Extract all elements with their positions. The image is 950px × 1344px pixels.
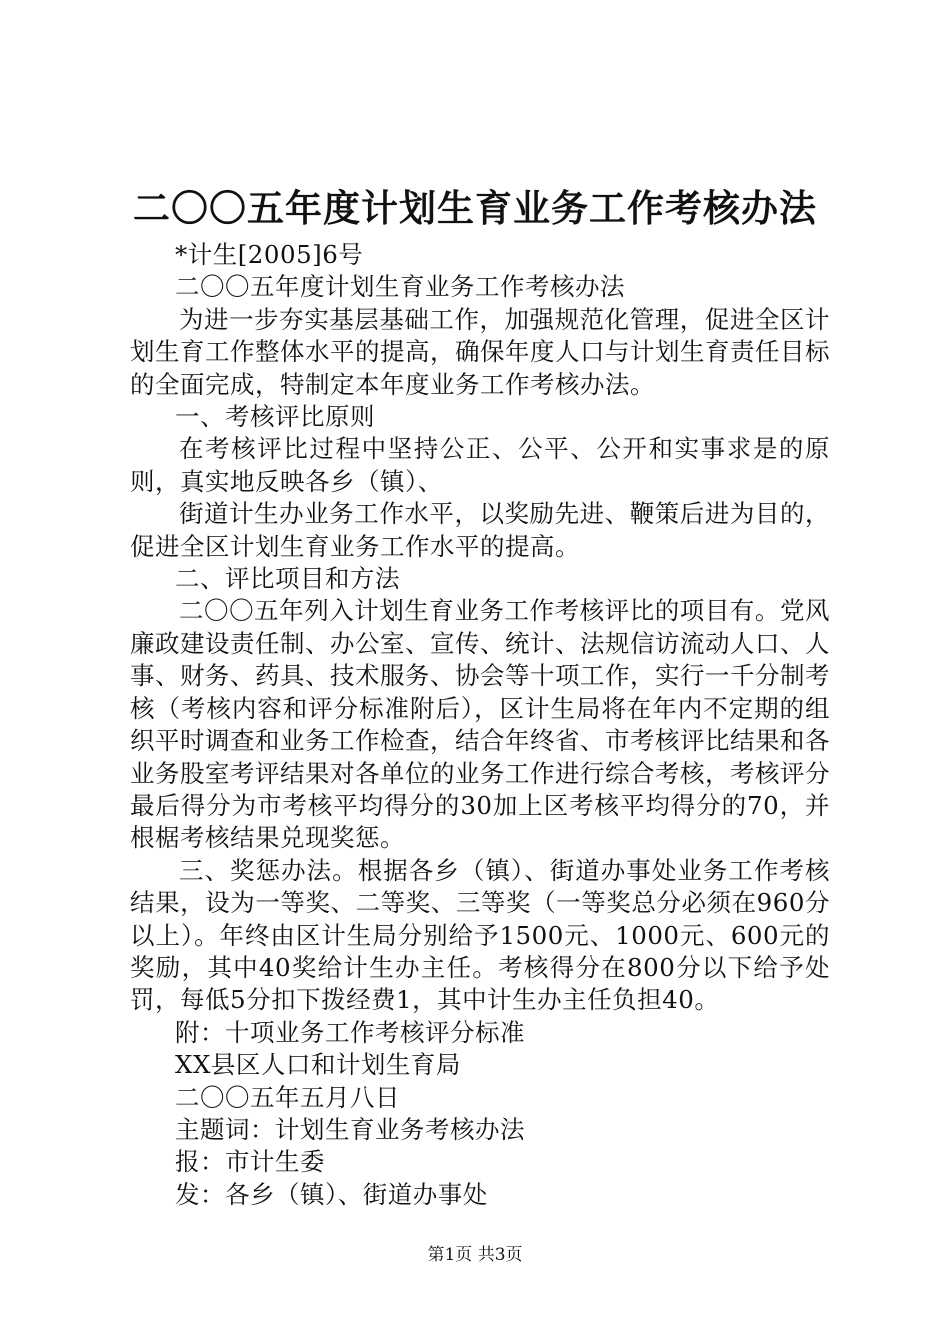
paragraph-rewards: 三、奖惩办法。根据各乡（镇）、街道办事处业务工作考核结果，设为一等奖、二等奖、三等奖（一等奖总分必须在960分以上）。年终由区计生局分别给予1500元、1000元、600元的奖励，其中40奖给计生办主任。考核得分在800分以下给予处罚，每低5分扣下拨经费1，其中计生办主任负担40。 bbox=[130, 855, 830, 1015]
send-to-line: 发：各乡（镇）、街道办事处 bbox=[175, 1179, 488, 1209]
paragraph-principles: 在考核评比过程中坚持公正、公平、公开和实事求是的原则，真实地反映各乡（镇）、 bbox=[130, 434, 830, 496]
document-number: *计生[2005]6号 bbox=[175, 240, 364, 269]
issuer-line: XX县区人口和计划生育局 bbox=[175, 1050, 461, 1080]
paragraph-items: 二〇〇五年列入计划生育业务工作考核评比的项目有。党风廉政建设责任制、办公室、宣传、统计、法规信访流动人口、人事、财务、药具、技术服务、协会等十项工作，实行一千分制考核（考核内容和评分标准附后），区计生局将在年内不定期的组织平时调查和业务工作检查，结合年终省、市考核评比结果和各业务股室考评结果对各单位的业务工作进行综合考核，考核评分最后得分为市考核平均得分的30加上区考核平均得分的70，并根椐考核结果兑现奖惩。 bbox=[130, 596, 830, 853]
page-footer: 第1页 共3页 bbox=[427, 1245, 523, 1265]
paragraph-principles-cont: 街道计生办业务工作水平，以奖励先进、鞭策后进为目的，促进全区计划生育业务工作水平的提高。 bbox=[130, 499, 830, 561]
section-heading-items: 二、评比项目和方法 bbox=[175, 564, 400, 594]
attachment-line: 附：十项业务工作考核评分标准 bbox=[175, 1017, 525, 1047]
report-to-line: 报：市计生委 bbox=[175, 1147, 325, 1177]
document-title: 二〇〇五年度计划生育业务工作考核办法 bbox=[133, 187, 817, 230]
keywords-line: 主题词：计划生育业务考核办法 bbox=[175, 1114, 525, 1144]
document-subtitle: 二〇〇五年度计划生育业务工作考核办法 bbox=[175, 272, 625, 302]
document-body bbox=[130, 239, 830, 1211]
date-line: 二〇〇五年五月八日 bbox=[175, 1082, 400, 1112]
paragraph-intro: 为进一步夯实基层基础工作，加强规范化管理，促进全区计划生育工作整体水平的提高，确保年度人口与计划生育责任目标的全面完成，特制定本年度业务工作考核办法。 bbox=[130, 304, 830, 399]
section-heading-principles: 一、考核评比原则 bbox=[175, 402, 375, 432]
